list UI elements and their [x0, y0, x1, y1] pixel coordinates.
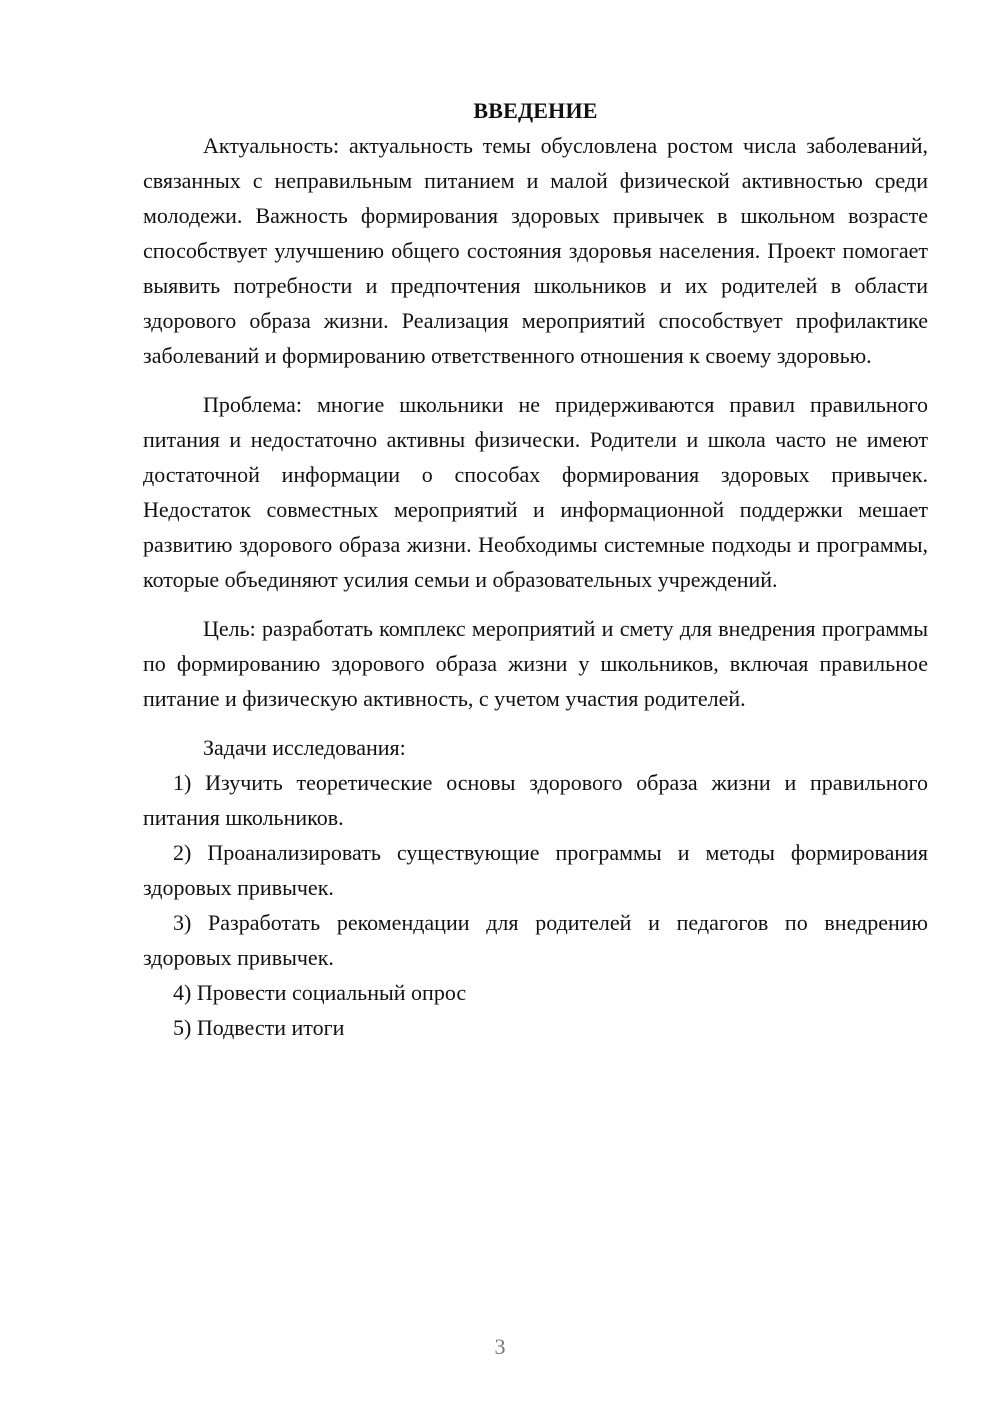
task-item-4: 4) Провести социальный опрос: [173, 980, 467, 1005]
task-item-1: 1) Изучить теоретические основы здорового образа жизни и правильного питания школьников.: [143, 770, 928, 830]
problem-paragraph: Проблема: многие школьники не придерживаются правил правильного питания и недостаточно активны физически. Родители и школа часто не имеют достаточной информации о способах формирования здоровых привычек. Недостаток совместных мероприятий и информационной поддержки мешает развитию здорового образа жизни. Необходимы системные подходы и программы, которые объединяют усилия семьи и образовательных учреждений.: [143, 392, 928, 592]
goal-paragraph: Цель: разработать комплекс мероприятий и смету для внедрения программы по формированию здорового образа жизни у школьников, включая правильное питание и физическую активность, с учетом участия родителей.: [143, 616, 928, 711]
task-item-2: 2) Проанализировать существующие программы и методы формирования здоровых привычек.: [143, 840, 928, 900]
document-body: [143, 93, 928, 1045]
task-item-3: 3) Разработать рекомендации для родителей и педагогов по внедрению здоровых привычек.: [143, 910, 928, 970]
document-title: ВВЕДЕНИЕ: [473, 98, 598, 123]
relevance-paragraph: Актуальность: актуальность темы обусловлена ростом числа заболеваний, связанных с неправильным питанием и малой физической активностью среди молодежи. Важность формирования здоровых привычек в школьном возрасте способствует улучшению общего состояния здоровья населения. Проект помогает выявить потребности и предпочтения школьников и их родителей в области здорового образа жизни. Реализация мероприятий способствует профилактике заболеваний и формированию ответственного отношения к своему здоровью.: [143, 133, 928, 368]
task-item-5: 5) Подвести итоги: [173, 1015, 345, 1040]
tasks-heading: Задачи исследования:: [203, 735, 406, 760]
page-number: 3: [494, 1334, 506, 1359]
